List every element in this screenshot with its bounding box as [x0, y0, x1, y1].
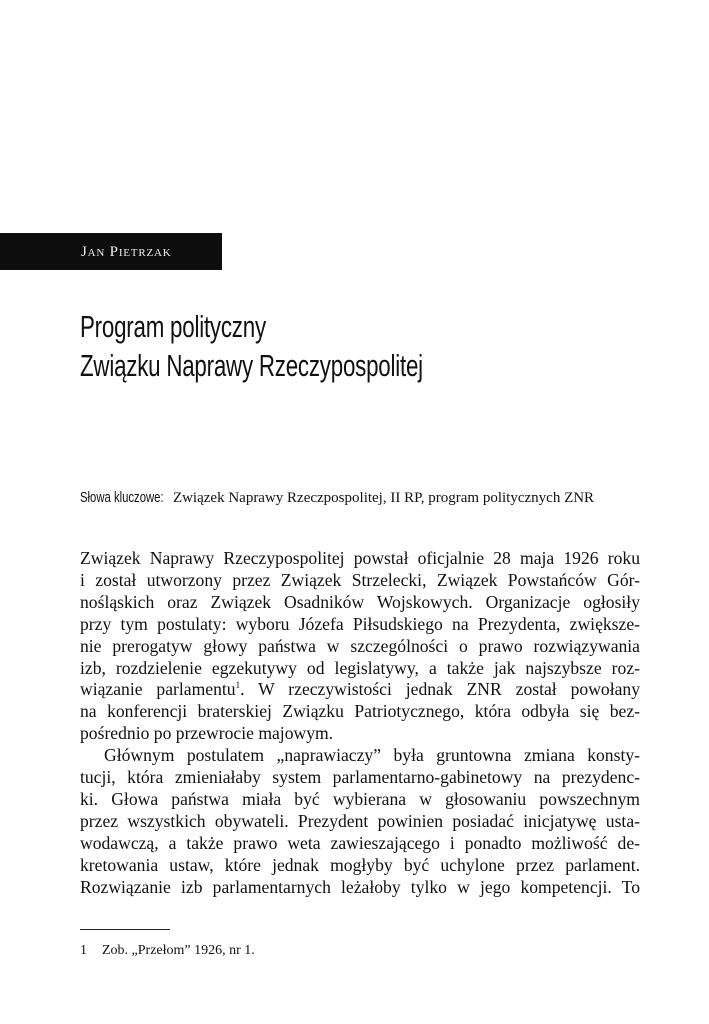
keywords-label: Słowa kluczowe:	[80, 490, 164, 506]
text-line: na konferencji braterskiej Związku Patriotycznego, która odbyła się bez-	[80, 701, 640, 722]
text-line: Związek Naprawy Rzeczypospolitej powstał oficjalnie 28 maja 1926 roku	[80, 548, 640, 568]
text-line: nie prerogatyw głowy państwa w szczególności o prawo rozwiązywania	[80, 635, 640, 656]
paragraph-2	[80, 745, 640, 898]
text-line: przez wszystkich obywateli. Prezydent powinien posiadać inicjatywę usta-	[80, 810, 640, 831]
footnote-ref[interactable]: 1	[235, 680, 241, 691]
paragraph-1	[80, 548, 640, 745]
keywords-text: Związek Naprawy Rzeczpospolitej, II RP, program politycznych ZNR	[169, 490, 595, 506]
title-line-2: Związku Naprawy Rzeczypospolitej	[80, 348, 423, 383]
author-banner	[0, 233, 222, 270]
footnote	[80, 943, 255, 959]
title-line-1: Program polityczny	[80, 309, 266, 344]
footnote-number: 1	[80, 943, 87, 958]
text-line: ki. Głowa państwa miała być wybierana w głosowaniu powszechnym	[80, 788, 640, 809]
article-body	[80, 548, 640, 899]
footnote-text: Zob. „Przełom” 1926, nr 1.	[102, 943, 255, 958]
text-line: i został utworzony przez Związek Strzelecki, Związek Powstańców Gór-	[80, 569, 640, 590]
author-name: Jan Pietrzak	[81, 244, 172, 260]
text-fragment: wiązanie parlamentu	[80, 679, 236, 700]
article-title	[80, 307, 483, 385]
text-line: przy tym postulaty: wyboru Józefa Piłsudskiego na Prezydenta, zwiększe-	[80, 613, 640, 634]
text-line: Głównym postulatem „naprawiaczy” była gruntowna zmiana konsty-	[104, 745, 640, 766]
keywords	[80, 488, 660, 508]
text-line-with-footnote	[80, 679, 640, 701]
text-line: Rozwiązanie izb parlamentarnych leżałoby tylko w jego kompetencji. To	[80, 876, 640, 897]
text-line: nośląskich oraz Związek Osadników Wojskowych. Organizacje ogłosiły	[80, 591, 640, 612]
text-line: wodawczą, a także prawo weta zawieszającego i ponadto możliwość de-	[80, 832, 640, 853]
text-fragment: . W rzeczywistości jednak ZNR został powołany	[240, 679, 640, 700]
text-line: tucji, która zmieniałaby system parlamentarno-gabinetowy na prezydenc-	[80, 767, 640, 788]
text-line: kretowania ustaw, które jednak mogłyby być uchylone przez parlament.	[80, 854, 640, 875]
footnote-separator	[80, 929, 170, 930]
text-line: izb, rozdzielenie egzekutywy od legislatywy, a także jak najszybsze roz-	[80, 657, 640, 678]
text-line: pośrednio po przewrocie majowym.	[80, 723, 334, 744]
